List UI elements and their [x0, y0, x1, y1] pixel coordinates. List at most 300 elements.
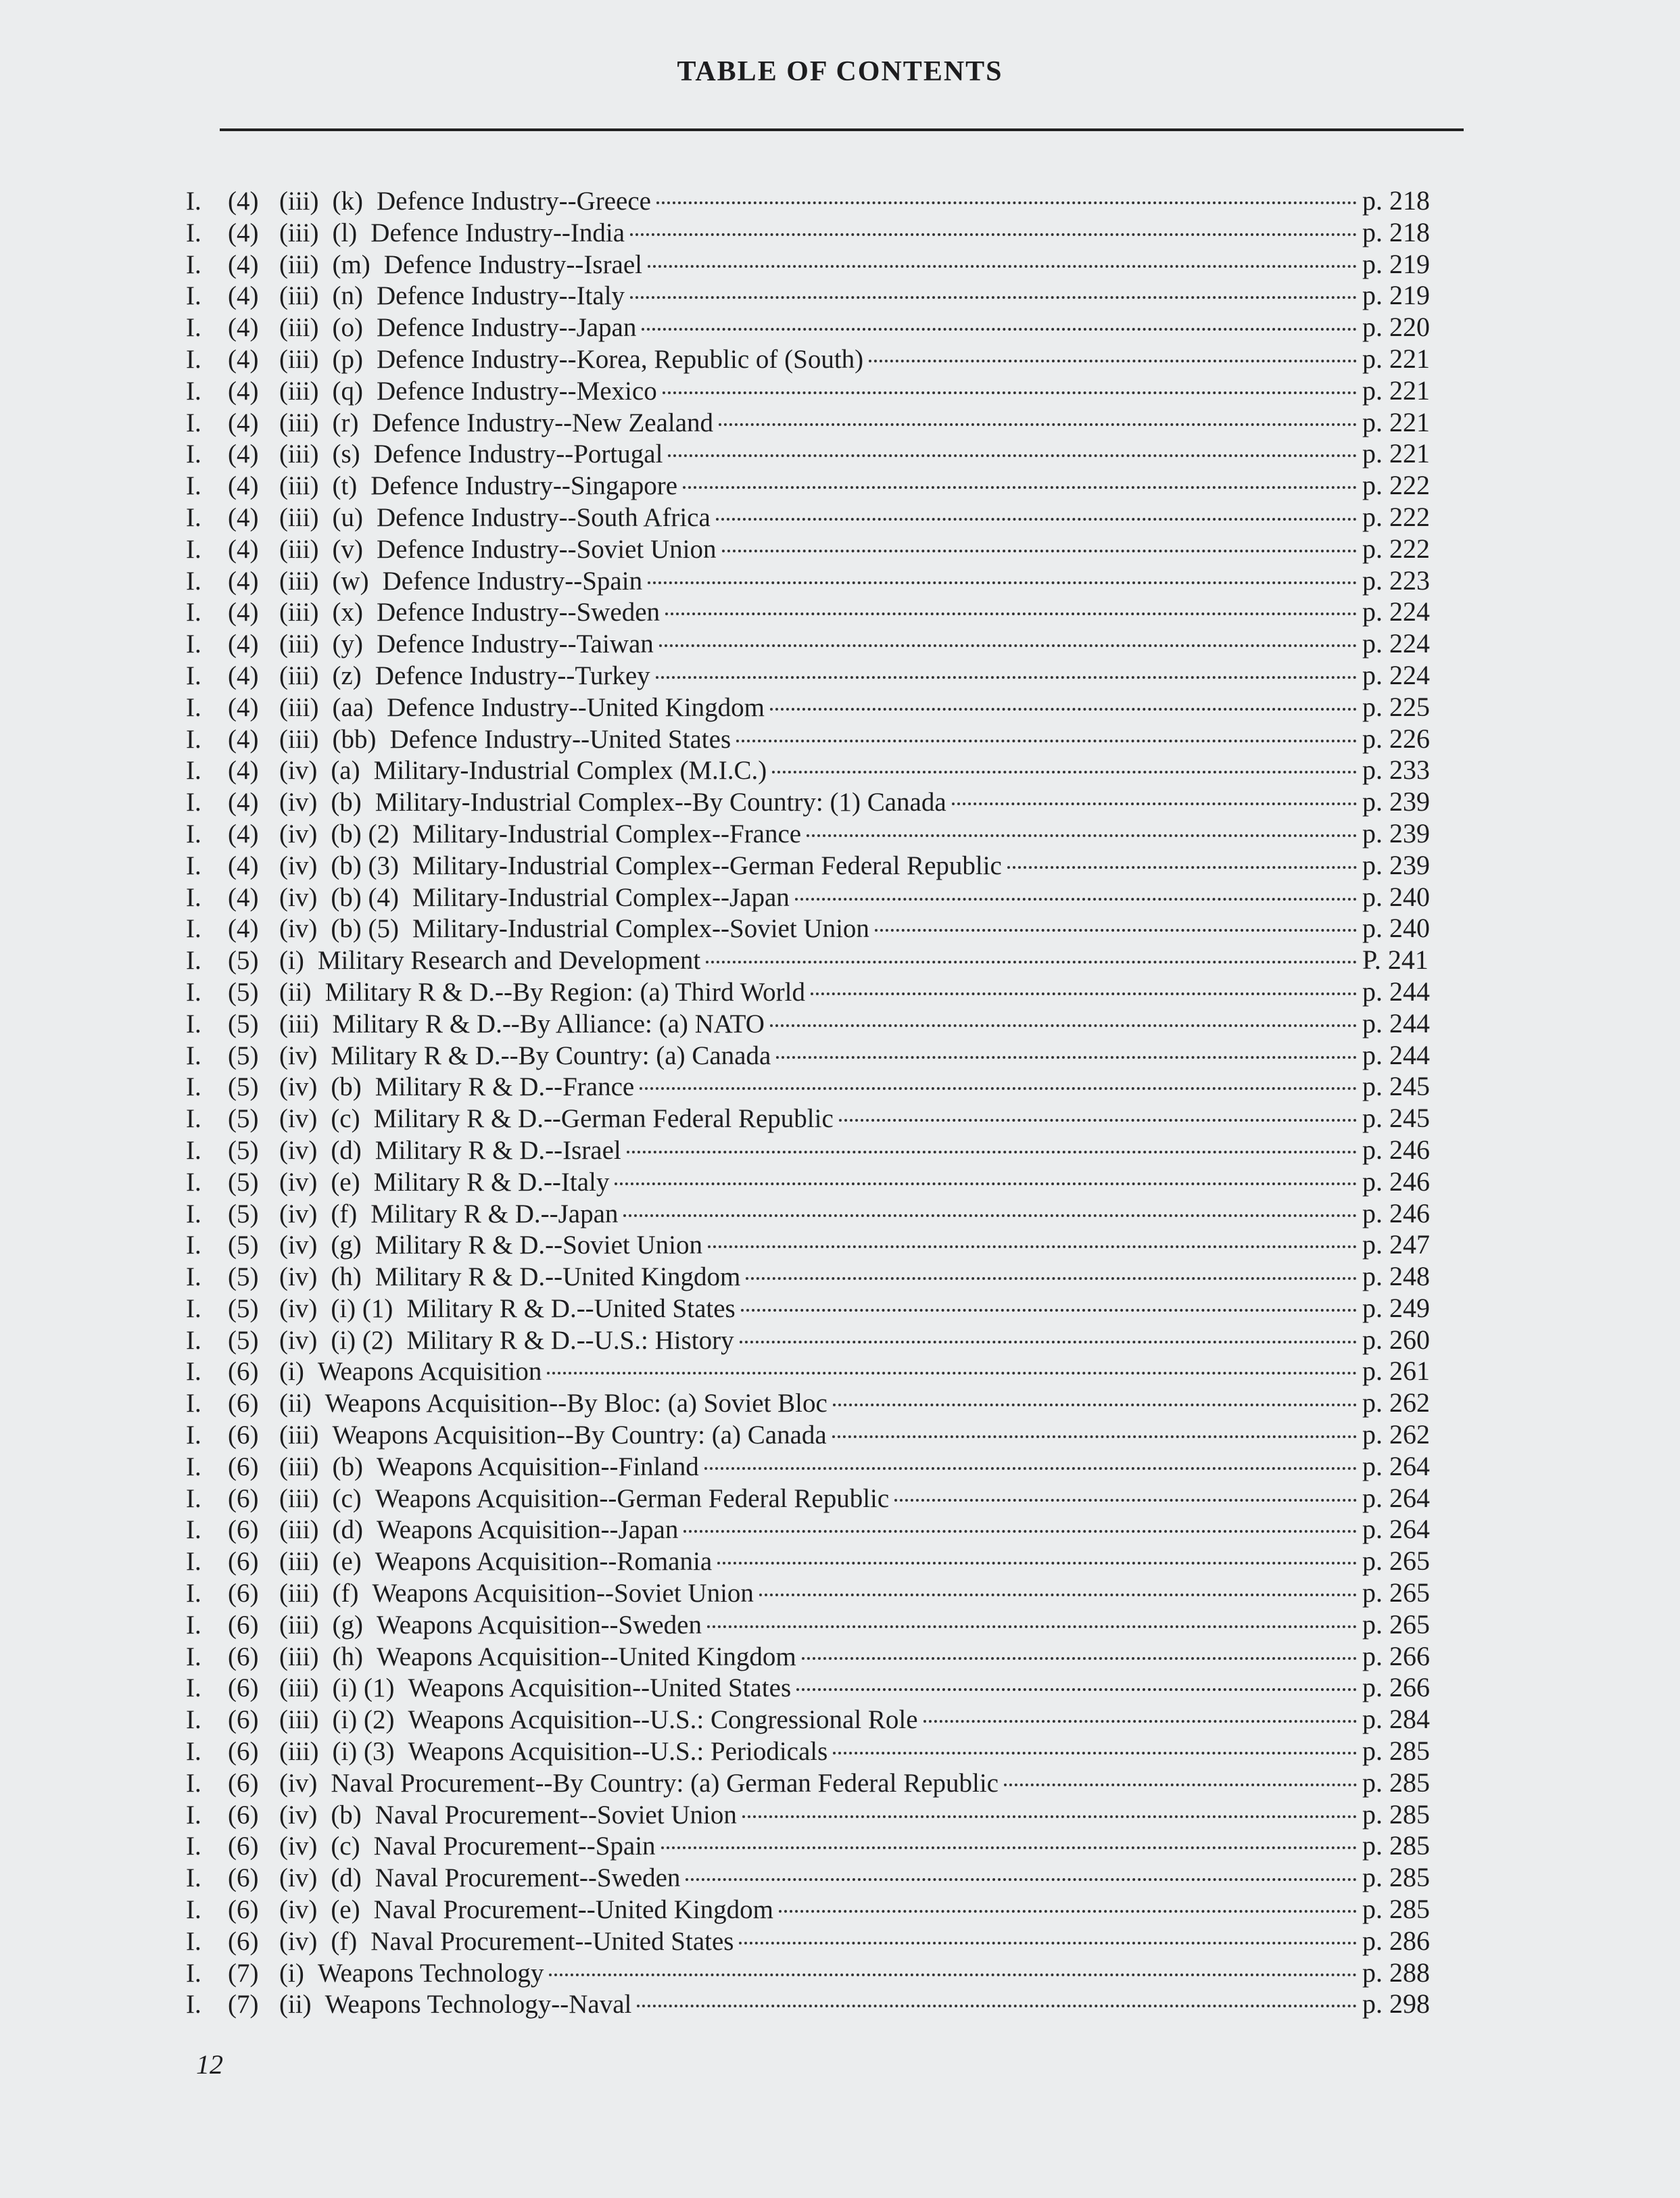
dot-leader	[683, 486, 1357, 489]
toc-entry	[186, 249, 1443, 281]
toc-section-number: (4)	[228, 376, 259, 406]
toc-item-letter: (d)	[331, 1863, 362, 1893]
toc-subsection: (iv)	[279, 1895, 318, 1925]
toc-section-number: (4)	[228, 408, 259, 437]
toc-entry-title: Defence Industry--Sweden	[376, 598, 661, 627]
toc-roman: I.	[186, 1895, 201, 1925]
toc-page-number: p. 224	[1362, 659, 1430, 690]
toc-page-number: p. 233	[1362, 755, 1430, 786]
toc-subsection: (iv)	[279, 756, 318, 786]
dot-leader	[833, 1752, 1357, 1754]
toc-entry-title: Defence Industry--Korea, Republic of (South)	[376, 344, 864, 374]
toc-section-number: (5)	[228, 1262, 259, 1292]
toc-page-number: p. 285	[1362, 1767, 1430, 1798]
toc-entry-title: Naval Procurement--Soviet Union	[375, 1800, 737, 1830]
toc-subsection: (iii)	[279, 1452, 319, 1481]
toc-roman: I.	[186, 661, 201, 690]
toc-section-number: (5)	[228, 1135, 259, 1165]
toc-entry	[186, 1957, 1443, 1989]
toc-item-letter: (k)	[332, 187, 363, 216]
toc-subsection: (iv)	[279, 1135, 318, 1165]
toc-page-number: p. 221	[1362, 406, 1430, 437]
toc-entry-title: Military R & D.--By Country: (a) Canada	[331, 1041, 771, 1070]
toc-roman: I.	[186, 914, 201, 944]
toc-entry	[186, 1071, 1443, 1103]
toc-page-number: p. 264	[1362, 1450, 1430, 1481]
toc-entry-title: Military R & D.--Israel	[375, 1135, 621, 1165]
toc-item-letter: (z)	[332, 661, 362, 690]
toc-roman: I.	[186, 1768, 201, 1798]
toc-entry-title: Weapons Acquisition--German Federal Republic	[375, 1483, 890, 1513]
toc-section-number: (4)	[228, 534, 259, 564]
toc-section-number: (5)	[228, 1009, 259, 1038]
toc-item-letter: (i) (2)	[331, 1325, 393, 1355]
toc-entry-title: Defence Industry--Portugal	[373, 439, 663, 469]
toc-item-letter: (i) (2)	[332, 1705, 395, 1735]
toc-subsection: (iv)	[279, 1832, 318, 1861]
toc-entry-title: Defence Industry--New Zealand	[372, 408, 714, 437]
toc-item-letter: (u)	[332, 502, 363, 532]
toc-entry	[186, 1799, 1443, 1831]
toc-page-number: p. 245	[1362, 1103, 1430, 1134]
dot-leader	[1004, 1784, 1357, 1786]
toc-section-number: (4)	[228, 851, 259, 880]
toc-section-number: (6)	[228, 1515, 259, 1545]
toc-entry	[186, 723, 1443, 755]
toc-item-letter: (q)	[332, 376, 363, 406]
toc-roman: I.	[186, 1579, 201, 1608]
dot-leader	[742, 1815, 1357, 1818]
toc-item-letter: (h)	[332, 1642, 363, 1671]
toc-item-letter: (v)	[332, 534, 363, 564]
toc-roman: I.	[186, 946, 201, 976]
toc-item-letter: (i) (1)	[332, 1673, 395, 1703]
toc-page-number: p. 246	[1362, 1134, 1430, 1165]
toc-section-number: (6)	[228, 1547, 259, 1577]
dot-leader	[739, 1942, 1357, 1944]
toc-section-number: (6)	[228, 1737, 259, 1767]
dot-leader	[648, 581, 1357, 584]
toc-subsection: (iii)	[279, 1420, 319, 1450]
toc-roman: I.	[186, 1072, 201, 1102]
toc-item-letter: (b)	[331, 1072, 362, 1102]
toc-section-number: (7)	[228, 1958, 259, 1988]
toc-entry	[186, 1134, 1443, 1166]
toc-section-number: (4)	[228, 502, 259, 532]
toc-subsection: (iv)	[279, 1199, 318, 1228]
toc-entry-title: Weapons Acquisition--Finland	[376, 1452, 699, 1481]
toc-roman: I.	[186, 882, 201, 912]
toc-entry	[186, 343, 1443, 375]
toc-subsection: (iii)	[279, 218, 319, 247]
dot-leader	[952, 803, 1357, 805]
dot-leader	[668, 454, 1357, 457]
dot-leader	[807, 834, 1357, 837]
toc-subsection: (iv)	[279, 1231, 318, 1260]
toc-entry	[186, 628, 1443, 660]
toc-item-letter: (d)	[331, 1135, 362, 1165]
toc-section-number: (6)	[228, 1926, 259, 1956]
toc-roman: I.	[186, 1167, 201, 1197]
toc-roman: I.	[186, 1547, 201, 1577]
toc-section-number: (5)	[228, 946, 259, 976]
toc-entry	[186, 502, 1443, 533]
toc-section-number: (6)	[228, 1768, 259, 1798]
toc-subsection: (iv)	[279, 1926, 318, 1956]
toc-entry	[186, 1261, 1443, 1293]
toc-roman: I.	[186, 1104, 201, 1134]
toc-entry-title: Defence Industry--Greece	[376, 187, 651, 216]
toc-page-number: p. 286	[1362, 1925, 1430, 1956]
toc-entry-title: Defence Industry--Japan	[376, 313, 637, 343]
dot-leader	[707, 1625, 1357, 1628]
toc-roman: I.	[186, 1642, 201, 1671]
toc-entry-title: Military-Industrial Complex (M.I.C.)	[373, 756, 767, 786]
toc-entry-title: Military-Industrial Complex--By Country: (1) Canada	[375, 788, 946, 817]
toc-page-number: p. 285	[1362, 1830, 1430, 1861]
toc-section-number: (4)	[228, 218, 259, 247]
toc-section-number: (4)	[228, 661, 259, 690]
toc-roman: I.	[186, 1420, 201, 1450]
toc-item-letter: (b) (4)	[331, 882, 400, 912]
dot-leader	[869, 360, 1357, 362]
toc-subsection: (iii)	[279, 566, 319, 596]
toc-page-number: p. 222	[1362, 501, 1430, 532]
toc-entry-title: Military R & D.--France	[375, 1072, 635, 1102]
toc-entry-title: Defence Industry--Soviet Union	[376, 534, 717, 564]
toc-item-letter: (n)	[332, 281, 363, 311]
toc-entry	[186, 1198, 1443, 1230]
dot-leader	[627, 1151, 1357, 1153]
toc-entry-title: Defence Industry--Singapore	[370, 471, 678, 501]
toc-subsection: (iii)	[279, 471, 319, 501]
toc-page-number: p. 285	[1362, 1862, 1430, 1893]
toc-page-number: p. 244	[1362, 1039, 1430, 1070]
toc-entry	[186, 1862, 1443, 1894]
toc-section-number: (4)	[228, 439, 259, 469]
dot-leader	[656, 676, 1357, 679]
toc-subsection: (iv)	[279, 1041, 318, 1070]
toc-page-number: p. 221	[1362, 375, 1430, 406]
toc-roman: I.	[186, 408, 201, 437]
toc-item-letter: (g)	[332, 1610, 363, 1640]
dot-leader	[770, 1024, 1357, 1027]
toc-entry-title: Weapons Acquisition--United States	[408, 1673, 792, 1703]
toc-page-number: p. 248	[1362, 1261, 1430, 1292]
toc-entry	[186, 786, 1443, 818]
toc-page-number: p. 264	[1362, 1482, 1430, 1513]
toc-page-number: p. 246	[1362, 1166, 1430, 1197]
dot-leader	[875, 929, 1357, 932]
toc-entry	[186, 217, 1443, 249]
toc-page-number: p. 219	[1362, 248, 1430, 279]
toc-page-number: p. 244	[1362, 1007, 1430, 1038]
toc-roman: I.	[186, 534, 201, 564]
toc-page-number: p. 285	[1362, 1798, 1430, 1830]
toc-subsection: (iii)	[279, 249, 319, 279]
toc-entry-title: Weapons Acquisition--U.S.: Congressional Role	[408, 1705, 918, 1735]
toc-subsection: (iv)	[279, 819, 318, 849]
toc-roman: I.	[186, 756, 201, 786]
toc-entry	[186, 1926, 1443, 1957]
toc-entry-title: Naval Procurement--United States	[370, 1926, 734, 1956]
toc-page-number: p. 225	[1362, 691, 1430, 722]
toc-entry-title: Weapons Technology	[317, 1958, 544, 1988]
toc-list	[186, 185, 1443, 2020]
toc-section-number: (4)	[228, 788, 259, 817]
toc-subsection: (iii)	[279, 408, 319, 437]
toc-entry	[186, 1324, 1443, 1356]
toc-roman: I.	[186, 851, 201, 880]
toc-subsection: (ii)	[279, 977, 312, 1007]
toc-section-number: (6)	[228, 1832, 259, 1861]
toc-entry	[186, 1008, 1443, 1040]
toc-subsection: (iv)	[279, 1072, 318, 1102]
toc-section-number: (4)	[228, 313, 259, 343]
dot-leader	[811, 993, 1357, 995]
dot-leader	[759, 1594, 1357, 1596]
toc-subsection: (ii)	[279, 1990, 312, 2020]
toc-page-number: p. 265	[1362, 1546, 1430, 1577]
toc-roman: I.	[186, 187, 201, 216]
toc-roman: I.	[186, 1926, 201, 1956]
dot-leader	[706, 961, 1357, 963]
toc-roman: I.	[186, 1041, 201, 1070]
toc-roman: I.	[186, 313, 201, 343]
toc-entry-title: Military R & D.--United Kingdom	[375, 1262, 741, 1292]
toc-item-letter: (e)	[331, 1167, 360, 1197]
dot-leader	[802, 1657, 1357, 1660]
toc-subsection: (iii)	[279, 598, 319, 627]
toc-entry-title: Military-Industrial Complex--France	[412, 819, 802, 849]
toc-page-number: p. 246	[1362, 1197, 1430, 1228]
toc-section-number: (6)	[228, 1579, 259, 1608]
dot-leader	[746, 1277, 1357, 1280]
toc-page-number: p. 249	[1362, 1292, 1430, 1323]
toc-subsection: (iii)	[279, 1515, 319, 1545]
dot-leader	[623, 1214, 1357, 1217]
toc-roman: I.	[186, 1389, 201, 1418]
toc-entry	[186, 280, 1443, 312]
toc-entry	[186, 1641, 1443, 1673]
toc-entry	[186, 375, 1443, 407]
dot-leader	[740, 1341, 1357, 1343]
toc-roman: I.	[186, 1515, 201, 1545]
toc-section-number: (4)	[228, 819, 259, 849]
toc-entry	[186, 533, 1443, 565]
toc-page-number: p. 223	[1362, 565, 1430, 596]
toc-item-letter: (f)	[331, 1199, 358, 1228]
toc-roman: I.	[186, 1199, 201, 1228]
dot-leader	[779, 1910, 1357, 1913]
toc-page-number: p. 284	[1362, 1704, 1430, 1735]
toc-entry-title: Defence Industry--Taiwan	[376, 629, 654, 659]
toc-roman: I.	[186, 218, 201, 247]
toc-page-number: p. 244	[1362, 976, 1430, 1007]
toc-entry	[186, 1988, 1443, 2020]
toc-item-letter: (a)	[331, 756, 360, 786]
toc-roman: I.	[186, 1009, 201, 1038]
toc-item-letter: (b)	[331, 1800, 362, 1830]
toc-roman: I.	[186, 692, 201, 722]
toc-subsection: (iii)	[279, 1673, 319, 1703]
toc-subsection: (iv)	[279, 1293, 318, 1323]
toc-roman: I.	[186, 281, 201, 311]
toc-entry-title: Military-Industrial Complex--Japan	[412, 882, 790, 912]
toc-subsection: (iv)	[279, 1768, 318, 1798]
toc-entry	[186, 692, 1443, 723]
toc-entry	[186, 1293, 1443, 1324]
toc-entry-title: Weapons Acquisition--Romania	[375, 1547, 713, 1577]
toc-entry	[186, 1387, 1443, 1419]
toc-entry	[186, 438, 1443, 470]
toc-section-number: (4)	[228, 566, 259, 596]
dot-leader	[795, 898, 1357, 901]
toc-page-number: p. 245	[1362, 1071, 1430, 1102]
page-number: 12	[196, 2049, 223, 2080]
toc-roman: I.	[186, 471, 201, 501]
toc-subsection: (i)	[279, 1958, 304, 1988]
toc-item-letter: (bb)	[332, 724, 377, 754]
toc-page-number: p. 264	[1362, 1514, 1430, 1545]
toc-entry	[186, 1103, 1443, 1134]
toc-item-letter: (o)	[332, 313, 363, 343]
toc-section-number: (5)	[228, 1231, 259, 1260]
toc-roman: I.	[186, 819, 201, 849]
toc-entry	[186, 882, 1443, 913]
toc-page-number: p. 221	[1362, 343, 1430, 374]
toc-section-number: (4)	[228, 471, 259, 501]
toc-entry	[186, 660, 1443, 692]
toc-entry-title: Weapons Acquisition--Soviet Union	[372, 1579, 754, 1608]
toc-entry	[186, 596, 1443, 628]
toc-entry	[186, 312, 1443, 343]
toc-page-number: p. 265	[1362, 1608, 1430, 1640]
toc-item-letter: (l)	[332, 218, 358, 247]
toc-entry-title: Weapons Acquisition	[317, 1357, 542, 1387]
toc-page-number: p. 222	[1362, 533, 1430, 564]
toc-item-letter: (aa)	[332, 692, 374, 722]
toc-entry-title: Defence Industry--Turkey	[375, 661, 650, 690]
dot-leader	[640, 1087, 1357, 1090]
toc-section-number: (6)	[228, 1483, 259, 1513]
toc-entry	[186, 1419, 1443, 1451]
toc-entry-title: Defence Industry--South Africa	[376, 502, 711, 532]
toc-page-number: p. 226	[1362, 723, 1430, 754]
dot-leader	[665, 613, 1357, 615]
toc-entry-title: Military R & D.--U.S.: History	[406, 1325, 734, 1355]
dot-leader	[661, 1846, 1357, 1849]
dot-leader	[663, 391, 1357, 394]
dot-leader	[894, 1499, 1357, 1502]
toc-entry	[186, 1356, 1443, 1387]
toc-item-letter: (b)	[332, 1452, 363, 1481]
toc-subsection: (iii)	[279, 629, 319, 659]
toc-page-number: p. 247	[1362, 1229, 1430, 1260]
toc-roman: I.	[186, 724, 201, 754]
toc-entry-title: Defence Industry--Mexico	[376, 376, 657, 406]
toc-section-number: (5)	[228, 1167, 259, 1197]
dot-leader	[659, 644, 1357, 647]
dot-leader	[549, 1974, 1357, 1976]
toc-section-number: (5)	[228, 1072, 259, 1102]
toc-entry	[186, 1767, 1443, 1799]
toc-section-number: (6)	[228, 1452, 259, 1481]
toc-subsection: (iii)	[279, 692, 319, 722]
toc-item-letter: (y)	[332, 629, 363, 659]
toc-section-number: (6)	[228, 1357, 259, 1387]
dot-leader	[923, 1720, 1357, 1723]
toc-item-letter: (b)	[331, 788, 362, 817]
dot-leader	[719, 423, 1357, 426]
dot-leader	[736, 740, 1357, 742]
toc-subsection: (iii)	[279, 1642, 319, 1671]
dot-leader	[741, 1309, 1357, 1312]
dot-leader	[833, 1404, 1357, 1406]
toc-item-letter: (g)	[331, 1231, 362, 1260]
toc-entry-title: Defence Industry--Israel	[383, 249, 643, 279]
toc-section-number: (4)	[228, 598, 259, 627]
toc-roman: I.	[186, 344, 201, 374]
toc-entry-title: Defence Industry--Italy	[376, 281, 625, 311]
toc-roman: I.	[186, 1231, 201, 1260]
toc-item-letter: (c)	[331, 1832, 360, 1861]
toc-subsection: (iv)	[279, 788, 318, 817]
toc-entry-title: Defence Industry--United Kingdom	[387, 692, 765, 722]
toc-item-letter: (d)	[332, 1515, 363, 1545]
toc-entry-title: Weapons Technology--Naval	[325, 1990, 632, 2020]
toc-entry	[186, 1894, 1443, 1926]
toc-entry-title: Military R & D.--Japan	[370, 1199, 619, 1228]
toc-section-number: (6)	[228, 1389, 259, 1418]
dot-leader	[656, 201, 1357, 204]
toc-entry	[186, 1483, 1443, 1514]
toc-page-number: p. 240	[1362, 913, 1430, 944]
toc-page-number: p. 285	[1362, 1736, 1430, 1767]
toc-section-number: (6)	[228, 1863, 259, 1893]
toc-entry	[186, 1830, 1443, 1862]
toc-item-letter: (m)	[332, 249, 370, 279]
toc-item-letter: (b) (2)	[331, 819, 400, 849]
toc-entry	[186, 1577, 1443, 1609]
toc-subsection: (iii)	[279, 1737, 319, 1767]
toc-roman: I.	[186, 566, 201, 596]
toc-entry	[186, 1609, 1443, 1641]
toc-entry	[186, 1546, 1443, 1577]
toc-subsection: (iii)	[279, 1579, 319, 1608]
toc-roman: I.	[186, 1135, 201, 1165]
toc-item-letter: (r)	[332, 408, 359, 437]
toc-subsection: (iii)	[279, 376, 319, 406]
toc-section-number: (4)	[228, 882, 259, 912]
dot-leader	[642, 328, 1357, 331]
toc-page-number: p. 224	[1362, 596, 1430, 627]
toc-entry	[186, 976, 1443, 1008]
toc-page-number: p. 218	[1362, 216, 1430, 247]
toc-section-number: (5)	[228, 1293, 259, 1323]
dot-leader	[772, 771, 1357, 773]
toc-item-letter: (x)	[332, 598, 363, 627]
dot-leader	[832, 1435, 1357, 1438]
toc-subsection: (iv)	[279, 914, 318, 944]
toc-entry-title: Military R & D.--Soviet Union	[375, 1231, 703, 1260]
toc-entry	[186, 913, 1443, 945]
toc-entry	[186, 1166, 1443, 1198]
toc-section-number: (6)	[228, 1420, 259, 1450]
toc-entry	[186, 1672, 1443, 1704]
toc-page-number: p. 285	[1362, 1894, 1430, 1925]
toc-subsection: (iv)	[279, 1167, 318, 1197]
